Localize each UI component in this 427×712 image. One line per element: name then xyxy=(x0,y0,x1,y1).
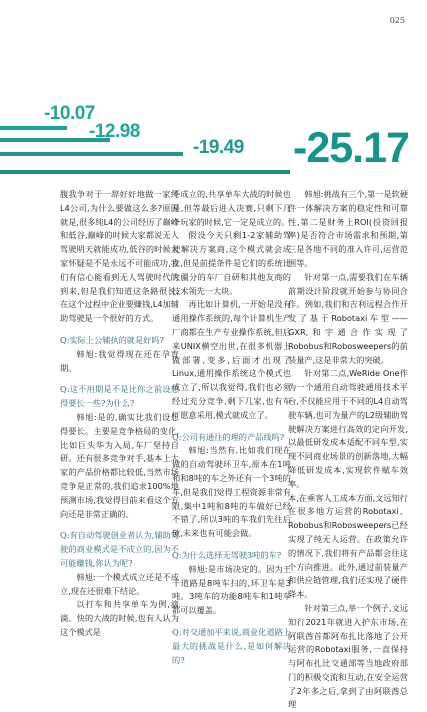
value-label-2: -12.98 xyxy=(89,121,140,142)
paragraph: 韩旭:是的,确实比我们设想得要长。主要是竞争格局的变化,比如巨头华为入局,车厂坚持自研。还有很多竞争对手,基本上大家的产品价格都比较低,当然市场竞争是正常的,我们追求100%地预测市场,我觉得目前来看这个方向还是非常正确的。 xyxy=(60,411,179,519)
paragraph: 韩旭:我觉得现在还在孕育期。 xyxy=(60,348,179,373)
value-label-4: -25.17 xyxy=(293,124,409,172)
text-column-1 xyxy=(60,188,179,640)
question: Q:实际上公辅执的就是好吗? xyxy=(60,334,164,345)
paragraph: 针对第一点,需要我们在车辆前期设计阶段就开始参与协同合作。例如,我们和吉利远程合作开发了基于Robotaxi车型——GXR,和宇通合作实现了Robobus和Robosweepers的前装量产,这是非常大的突破。 xyxy=(288,271,408,365)
paragraph: 韩旭:挑战有三个,第一是软硬件一体解决方案的稳定性和可靠性,第二是财务上ROI(投资回报率)是否符合市场需求和预期,第三是各地不同的准入许可,运营范围等。 xyxy=(288,189,409,268)
paragraph: 针对第三点,举一个例子,文远知行2021年就进入护东市场,在阿联酋首都阿布扎比落地了公开运营的Robotaxi服务,一直保持与阿布扎比交通部等当地政府部门的积极交流和互动,在安全运营了2年多之后,拿到了由阿联酋总理 xyxy=(288,602,408,710)
header-graphic xyxy=(0,0,427,180)
paragraph: 再比如计算机,一开始是没有通用操作系统的,每个计算机生产厂商都在生产专业操作系统,但后来UNIX横空出世,在很多机器上做部署,变多,后面才出现了Linux,通用操作系统这个模式也成立了,所以我觉得,我们也必须经过充分竞争,剩下几家,也有车厂愿意采用,模式就成立了。 xyxy=(172,299,291,420)
question: Q:为什么选择无驾驶3吨的车? xyxy=(172,549,282,560)
paragraph: 腹我争对于一辞好好地做一家纯L4公司,为什么要做这么多?原因就是,很多纯L4的公司经历了巅峰和低谷,巅峰的时候大家都说无人驾驶明天就能成功,低谷的时候大家怀疑是不是永远不可能成功,我们有信心能看到无人驾驶时代的到来,但是我们知道这条路很长,在这个过程中企业要赚钱,L4加辅助驾驶是一个很好的方式。 xyxy=(60,189,179,324)
page-number: 025 xyxy=(389,16,405,25)
question: Q:对交通加平来说,商业化道路上最大的挑战是什么,是如何解决的? xyxy=(172,626,291,665)
paragraph: 本,在乘客人工成本方面,文远知行在很多地方运营的Robotaxi、Robobus和Robosweepers已经实现了纯无人运营。在政策允许的情况下,我们将有产品都会往这个方向推进。此外,通过前装量产和供应链管理,我们还实现了硬件降本。 xyxy=(288,492,408,600)
paragraph: 针对第二点,WeRide One作为一个通用自动驾驶通用技术平台,不仅能应用于不同的L4自动驾驶车辆,也可为量产的L2级辅助驾驶解决方案进行高效的定向开发,以最低研发成本适配不同车型,实现不同商业场景的创新落地,大幅降低研发成本,实现软件赋车效率。 xyxy=(288,368,408,489)
paragraph: 假设今天只剩1-2家辅助驾驶解决方案商,这个模式就会成立,但是前提条件是它们的系统比大疆分的车厂自研和其他友商的技术领先一大块。 xyxy=(172,230,291,296)
question: Q:有自动驾驶创业者认为,辅助驾驶的商业模式是不成立的,因为不可能赚钱,你认为呢? xyxy=(60,530,179,568)
paragraph: 以打车和共享单车为例,滴滴、快的大战的时候,也有人认为这个模式是 xyxy=(60,599,179,637)
value-label-1: -10.07 xyxy=(44,103,95,124)
paragraph: 韩旭:一个模式成立还是不成立,现在还很难下结论。 xyxy=(60,571,179,596)
paragraph: 韩旭:当然有,比如我们现在做的自动驾驶环卫车,原本在1吨和和8吨的车之外还有一个3吨的车,但是我们觉得工程资源非常有限,集中1吨和8吨的车做好已经不错了,所以3吨的车我们先往后放,未来也有可能会做。 xyxy=(172,445,291,539)
value-label-3: -19.49 xyxy=(193,137,244,158)
bar-4 xyxy=(0,170,290,174)
paragraph: 不成立的,共享单车大战的时候也是,但等最后进入决赛,只剩下几个玩家的时候,它一定是成立的。 xyxy=(172,189,291,227)
bar-1 xyxy=(0,126,67,130)
question: Q:公司有通往的理的产品线吗? xyxy=(172,431,285,442)
text-column-3 xyxy=(288,188,408,712)
paragraph: 韩旭:是市场决定的。因为王千道路是8吨车扫的,环卫车是3吨。3吨车的功能8吨车和1吨车都可以覆盖。 xyxy=(172,563,291,616)
bar-3 xyxy=(0,152,183,156)
question: Q:这不用期是不是比你之前设想得要长一些?为什么? xyxy=(60,384,179,409)
text-column-2 xyxy=(172,188,291,667)
